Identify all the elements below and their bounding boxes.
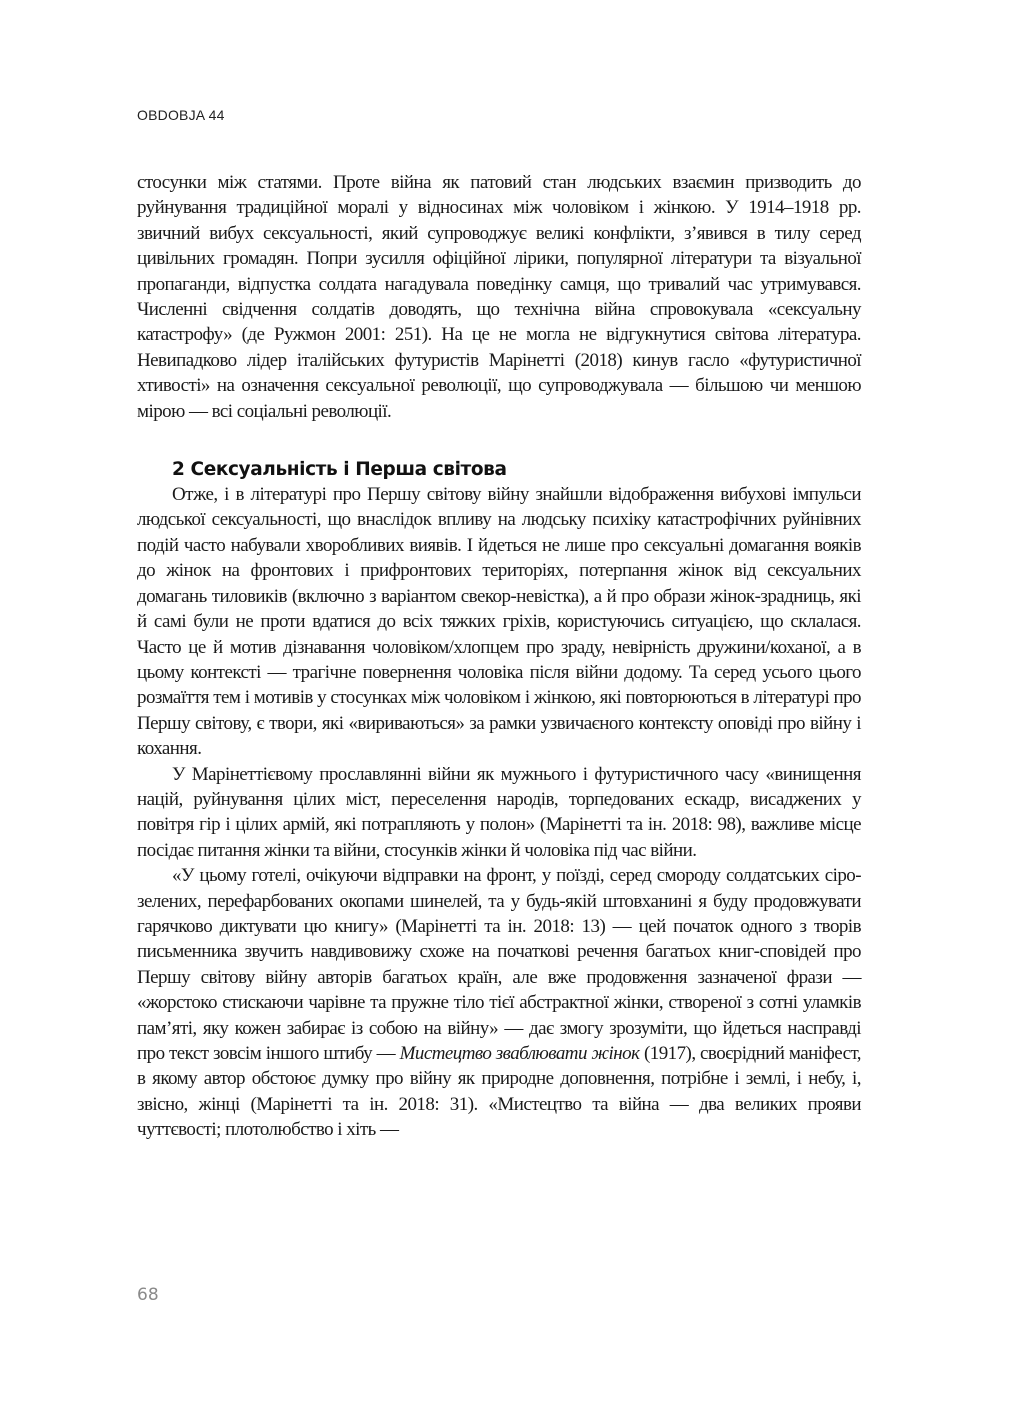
body-text: [137, 170, 861, 1143]
paragraph: Отже, і в літературі про Першу світову війну знайшли відображення вибухові імпульси людської сексуальності, що внаслідок впливу на людську психіку катастрофічних руйнівних подій часто набували хворобливих виявів. І йдеться не лише про сексуальні домагання вояків до жінок на фронтових і прифронтових територіях, потерпання жінок від сексуальних домагань тиловиків (включно з варіантом свекор-невістка), а й про образи жінок-зрадниць, які й самі були не проти вдатися до всіх тяжких гріхів, користуючись ситуацією, що склалася. Часто це й мотив дізнавання чоловіком/хлопцем про зраду, невірність дружини/коханої, а в цьому контексті — трагічне повернення чоловіка після війни додому. Та серед усього цього розмаїття тем і мотивів у стосунках між чоловіком і жінкою, які повторюються в літературі про Першу світову, є твори, які «вириваються» за рамки узвичаєного контексту оповіді про війну і кохання.: [137, 484, 861, 760]
page-number: 68: [137, 1285, 159, 1305]
paragraph: [137, 863, 861, 1142]
book-title-italic: Мистецтво зваблювати жінок: [399, 1043, 640, 1064]
section-heading: 2 Сексуальність і Перша світова: [172, 459, 507, 481]
paragraph-text: (1917), своєрідний маніфест, в якому автор обстоює думку про війну як природне доповнення, потрібне і землі, і небу, і, звісно, жінці (Марінетті та ін. 2018: 31). «Мистецтво та війна — два великих прояви чуттєвості; плотолюбство і хіть —: [137, 1043, 862, 1141]
paragraph: У Марінеттієвому прославлянні війни як мужнього і футуристичного часу «винищення націй, руйнування цілих міст, переселення народів, торпедованих ескадр, висаджених у повітря гір і цілих армій, які потрапляють у полон» (Марінетті та ін. 2018: 98), важливе місце посідає питання жінки та війни, стосунків жінки й чоловіка під час війни.: [137, 763, 861, 861]
paragraph-continuation: стосунки між статями. Проте війна як патовий стан людських взаємин призводить до руйнування традиційної моралі у відносинах між чоловіком і жінкою. У 1914–1918 рр. звичний вибух сексуальності, який супроводжує великі конфлікти, з’явився в тилу серед цивільних громадян. Попри зусилля офіційної лірики, популярної літератури та візуальної пропаганди, відпустка солдата нагадувала поведінку самця, що тривалий час утримувався. Численні свідчення солдатів доводять, що технічна війна спровокувала «сексуальну катастрофу» (де Ружмон 2001: 251). На це не могла не відгукнутися світова література. Невипадково лідер італійських футуристів Марінетті (2018) кинув гасло «футуристичної хтивості» на означення сексуальної революції, що супроводжувала — більшою чи меншою мірою — всі соціальні революції.: [137, 172, 861, 422]
paragraph-text: «У цьому готелі, очікуючи відправки на фронт, у поїзді, серед смороду солдатських сіро-зелених, перефарбованих окопами шинелей, та у будь-якій штовханині я буду продовжувати гарячково диктувати цю книгу» (Марінетті та ін. 2018: 13) — цей початок одного з творів письменника звучить навдивовижу схоже на початкові речення багатьох книг-сповідей про Першу світову війну авторів багатьох країн, але вже продовження зазначеної фрази — «жорстоко стискаючи чарівне та пружне тіло тієї абстрактної жінки, створеної з сотні уламків пам’яті, яку кожен забирає із собою на війну» — дає змогу зрозуміти, що йдеться насправді про текст зовсім іншого штибу —: [137, 865, 861, 1064]
running-head: OBDOBJA 44: [137, 107, 225, 123]
